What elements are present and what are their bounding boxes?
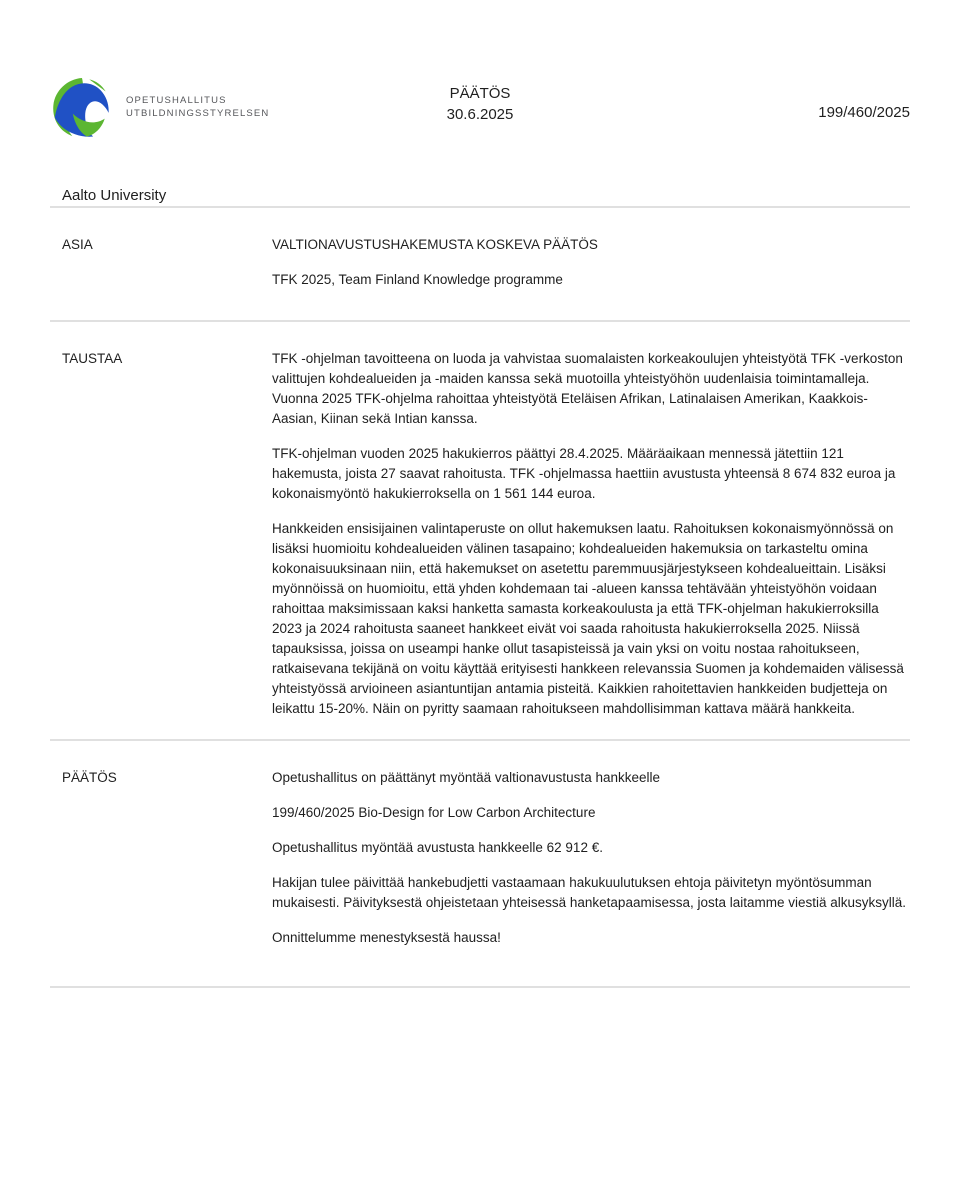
background-paragraph: TFK-ohjelman vuoden 2025 hakukierros päättyi 28.4.2025. Määräaikaan mennessä jätettiin 121 hakemusta, joista 27 saavat rahoitusta. TFK -ohjelmassa haettiin avustusta yhteensä 8 674 832 euroa ja kokonaismyöntö hakukierroksella on 1 561 144 euroa. [272, 446, 896, 501]
document-type: PÄÄTÖS [449, 85, 511, 102]
congratulations-line: Onnittelumme menestyksestä haussa! [272, 930, 501, 945]
agency-name-sv: UTBILDNINGSSTYRELSEN [126, 108, 270, 119]
background-paragraph: TFK -ohjelman tavoitteena on luoda ja vahvistaa suomalaisten korkeakoulujen yhteistyötä TFK -verkoston valittujen kohdealueiden ja -maiden kanssa sekä muotoilla yhteistyöhön uudenlaisia toimintamalleja. Vuonna 2025 TFK-ohjelma rahoittaa yhteistyötä Eteläisen Afrikan, Latinalaisen Amerikan, Kaakkois-Aasian, Kiinan sekä Intian kanssa. [272, 351, 903, 426]
section-content-paatos [272, 768, 910, 948]
document-meta [447, 75, 514, 125]
project-reference-line: 199/460/2025 Bio-Design for Low Carbon Architecture [272, 805, 596, 820]
section-label-taustaa: TAUSTAA [62, 351, 123, 366]
background-paragraph: Hankkeiden ensisijainen valintaperuste on ollut hakemuksen laatu. Rahoituksen kokonaismyönnössä on lisäksi huomioitu kohdealueiden välinen tasapaino; kohdealueiden hakemuksia on tarkasteltu omina kokonaisuuksinaan niin, että hakemukset on asetettu paremmuusjärjestykseen kohdealueittain. Lisäksi myönnöissä on huomioitu, että yhden kohdemaan tai -alueen kanssa tehtävään yhteistyöhön voidaan rahoittaa maksimissaan kaksi hanketta samasta korkeakoulusta ja että TFK-ohjelman hakukierroksilla 2023 ja 2024 rahoitusta saaneet hankkeet eivät voi saada rahoitusta hakukierroksella 2025. Niissä tapauksissa, joissa on useampi hanke ollut tasapisteissä ja vain yksi on voitu nostaa rahoitukseen, ratkaisevana tekijänä on voitu käyttää erityisesti hankkeen relevanssia Suomen ja kohdemaiden välisessä yhteistyössä arvioineen asiantuntijan antamia pisteitä. Kaikkien rahoitettavien hankkeiden budjetteja on leikattu 15-20%. Näin on pyritty saamaan rahoitukseen mahdollisimman kattava määrä hankkeita. [272, 521, 904, 716]
decision-statement-line: Opetushallitus on päättänyt myöntää valtionavustusta hankkeelle [272, 770, 660, 785]
section-content-taustaa [272, 349, 910, 719]
section-asia [50, 208, 910, 320]
document-reference: 199/460/2025 [818, 104, 910, 121]
document-header [50, 75, 910, 139]
section-label-paatos: PÄÄTÖS [62, 770, 117, 785]
decision-title-line: VALTIONAVUSTUSHAKEMUSTA KOSKEVA PÄÄTÖS [272, 237, 598, 252]
section-taustaa [50, 322, 910, 739]
document-date: 30.6.2025 [446, 106, 514, 123]
section-content-asia [272, 235, 910, 290]
opetushallitus-logo-icon [50, 75, 112, 139]
agency-brand [50, 75, 447, 139]
budget-instruction-paragraph: Hakijan tulee päivittää hankebudjetti vastaamaan hakukuulutuksen ehtoja päivitetyn myöntösumman mukaisesti. Päivityksestä ohjeistetaan yhteisessä hanketapaamisessa, josta laitamme viestiä alkusyksyllä. [272, 875, 907, 910]
programme-name-line: TFK 2025, Team Finland Knowledge programme [272, 272, 563, 287]
grant-amount-line: Opetushallitus myöntää avustusta hankkeelle 62 912 €. [272, 840, 603, 855]
agency-name-fi: OPETUSHALLITUS [126, 95, 227, 106]
section-paatos [50, 741, 910, 986]
agency-name [126, 94, 269, 120]
section-label-asia: ASIA [62, 237, 93, 252]
section-divider [50, 986, 910, 988]
recipient-name: Aalto University [62, 187, 167, 204]
